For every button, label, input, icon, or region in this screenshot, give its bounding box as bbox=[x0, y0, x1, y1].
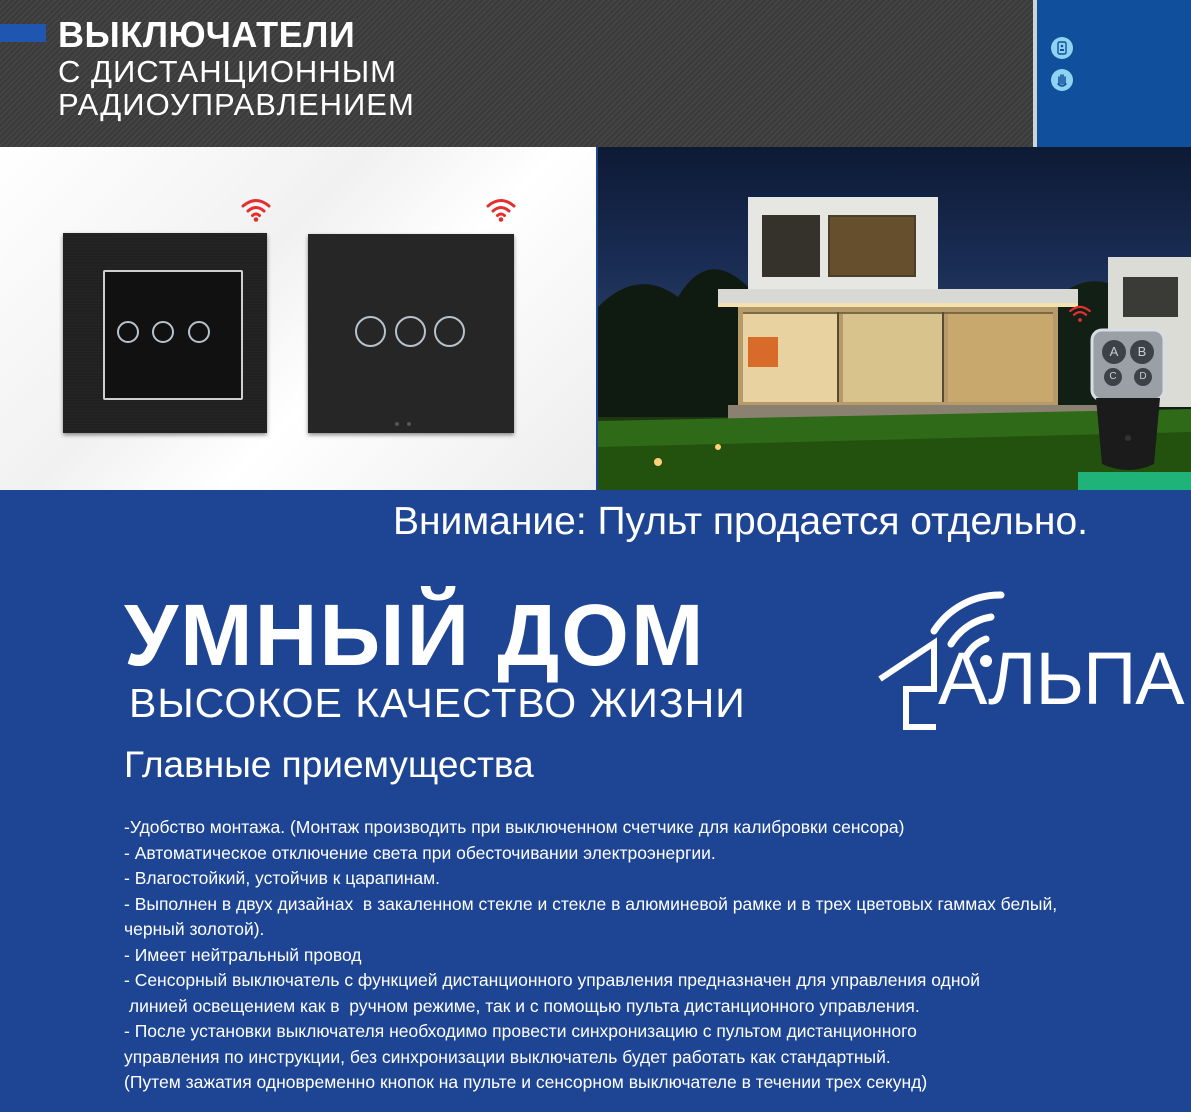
advantages-list bbox=[124, 815, 1174, 1096]
header-title-line3: РАДИОУПРАВЛЕНИЕМ bbox=[58, 87, 415, 122]
header-title-line1: ВЫКЛЮЧАТЕЛИ bbox=[58, 14, 356, 55]
advantage-line: -Удобство монтажа. (Монтаж производить при выключенном счетчике для калибровки сенсора) bbox=[124, 817, 905, 837]
header-accent-bar bbox=[0, 24, 46, 42]
advantage-line: - Сенсорный выключатель с функцией дистанционного управления предназначен для управления одной bbox=[124, 970, 981, 990]
advantage-line: (Путем зажатия одновременно кнопок на пульте и сенсорном выключателе в течении трех секунд) bbox=[124, 1072, 928, 1092]
header-title-line2: С ДИСТАНЦИОННЫМ bbox=[58, 54, 397, 89]
touch-button bbox=[434, 316, 465, 347]
subheadline: ВЫСОКОЕ КАЧЕСТВО ЖИЗНИ bbox=[129, 680, 746, 726]
remote-button-b: B bbox=[1130, 340, 1154, 364]
touch-button bbox=[395, 316, 426, 347]
advantage-line: - Влагостойкий, устойчив к царапинам. bbox=[124, 868, 441, 888]
remote-button-a: A bbox=[1102, 340, 1126, 364]
logo-text: АЛЬПА bbox=[938, 637, 1184, 720]
remote-control bbox=[1086, 326, 1170, 474]
advantage-line: линией освещением как в ручном режиме, так и с помощью пульта дистанционного управления. bbox=[124, 995, 920, 1016]
advantage-line: черный золотой). bbox=[124, 919, 265, 939]
advantage-line: - Выполнен в двух дизайнах в закаленном стекле и стекле в алюминевой рамке и в трех цветовых гаммах белый, bbox=[124, 893, 1058, 914]
touch-button bbox=[355, 316, 386, 347]
touch-button bbox=[117, 321, 139, 343]
wifi-signal-icon bbox=[485, 197, 517, 223]
hand-icon bbox=[1051, 69, 1073, 91]
wifi-signal-icon bbox=[240, 197, 272, 223]
remote-icon bbox=[1051, 37, 1073, 59]
advantage-line: управления по инструкции, без синхронизации выключатель будет работать как стандартный. bbox=[124, 1046, 891, 1067]
indicator-led bbox=[395, 422, 399, 426]
advantage-line: - Автоматическое отключение света при обесточивании электроэнергии. bbox=[124, 842, 716, 863]
touch-button bbox=[188, 321, 210, 343]
remote-button-d: D bbox=[1134, 368, 1152, 386]
advantage-line: - Имеет нейтральный провод bbox=[124, 944, 362, 965]
advantage-line: - После установки выключателя необходимо провести синхронизацию с пультом дистанционного bbox=[124, 1021, 917, 1041]
touch-button bbox=[152, 321, 174, 343]
wifi-signal-icon bbox=[1068, 303, 1092, 325]
headline: УМНЫЙ ДОМ bbox=[124, 587, 706, 684]
indicator-led bbox=[407, 422, 411, 426]
remote-button-c: C bbox=[1104, 368, 1122, 386]
notice-text: Внимание: Пульт продается отдельно. bbox=[393, 500, 1088, 543]
advantages-title: Главные приемущества bbox=[124, 744, 534, 785]
